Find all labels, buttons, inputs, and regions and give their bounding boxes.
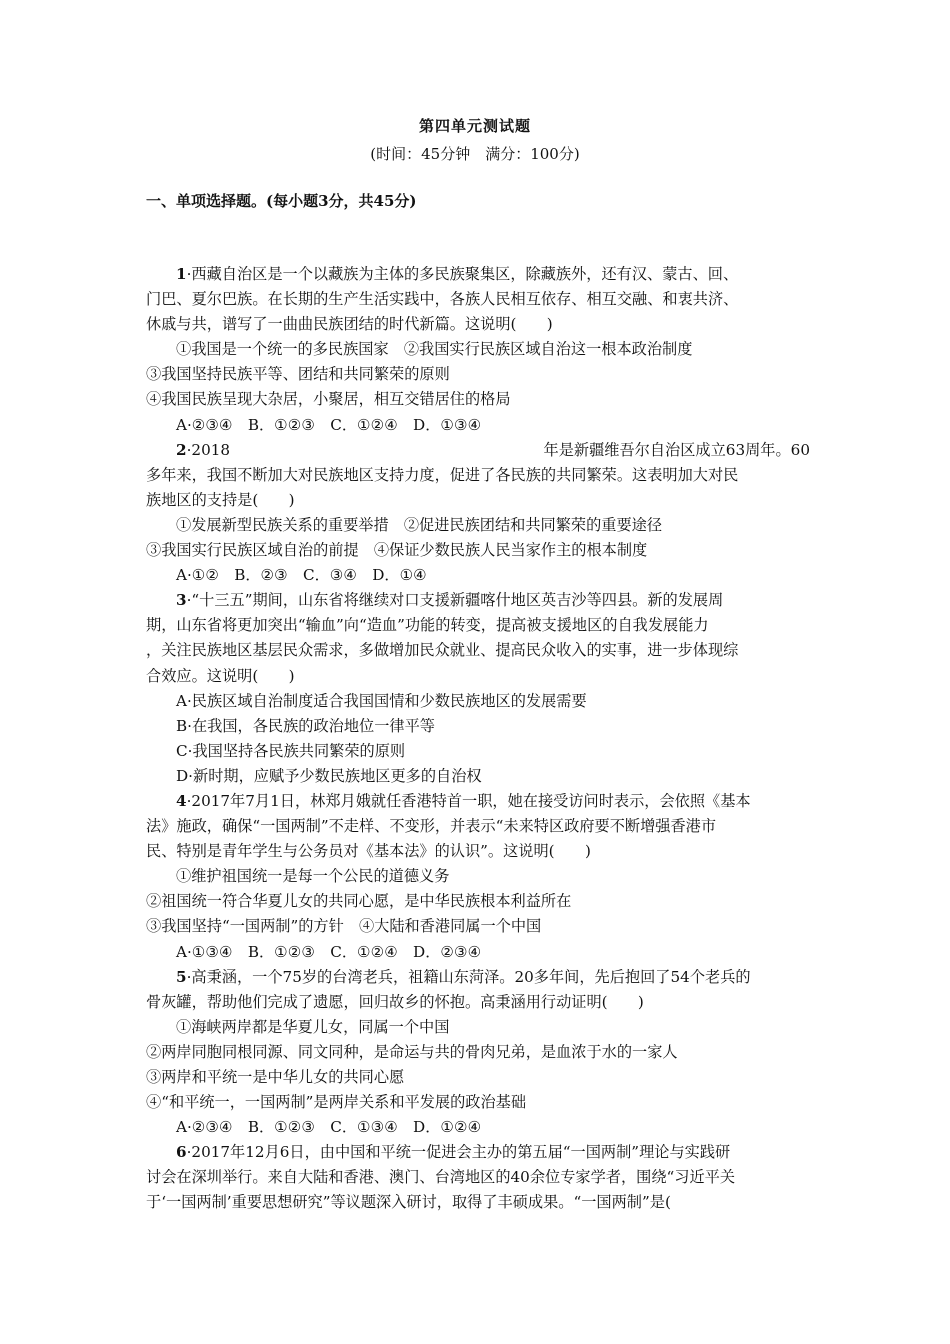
question-4-stem: 民、特别是青年学生与公务员对《基本法》的认识”。这说明( ): [146, 842, 591, 861]
question-3-option-b: B·在我国，各民族的政治地位一律平等: [176, 716, 435, 735]
question-number: 6: [176, 1143, 187, 1162]
question-list: [146, 262, 810, 1216]
question-6-stem: 讨会在深圳举行。来自大陆和香港、澳门、台湾地区的40余位专家学者，围绕“习近平关: [146, 1168, 736, 1187]
question-4-stem: 法》施政，确保“一国两制”不走样、不变形，并表示“未来特区政府要不断增强香港市: [146, 817, 717, 836]
question-3-option-d: D·新时期，应赋予少数民族地区更多的自治权: [176, 766, 482, 785]
question-5-stem: 骨灰罐，帮助他们完成了遗愿，回归故乡的怀抱。高秉涵用行动证明( ): [146, 992, 644, 1011]
question-4-options: A·①③④ B．①②③ C．①②④ D．②③④: [176, 942, 482, 961]
question-5-stem: 5·高秉涵，一个75岁的台湾老兵，祖籍山东菏泽。20多年间，先后抱回了54个老兵的: [176, 967, 751, 986]
question-3-stem: 合效应。这说明( ): [146, 666, 295, 685]
question-1-stem: 休戚与共，谱写了一曲曲民族团结的时代新篇。这说明( ): [146, 315, 553, 334]
question-1-stem: 1·西藏自治区是一个以藏族为主体的多民族聚集区，除藏族外，还有汉、蒙古、回、: [176, 265, 739, 283]
exam-info: (时间：45分钟 满分：100分): [370, 145, 580, 163]
question-4-stem: 4·2017年7月1日，林郑月娥就任香港特首一职，她在接受访问时表示，会依照《基本: [176, 791, 751, 810]
question-2-stem: 2·2018 年是新疆维吾尔自治区成立63周年。60: [176, 440, 810, 459]
question-5-options: A·②③④ B．①②③ C．①③④ D．①②④: [176, 1118, 482, 1137]
question-3-option-a: A·民族区域自治制度适合我国国情和少数民族地区的发展需要: [176, 691, 587, 710]
question-4-statement: ①维护祖国统一是每一个公民的道德义务: [176, 867, 450, 886]
question-number: 4: [176, 791, 187, 810]
question-5-statement: ③两岸和平统一是中华儿女的共同心愿: [146, 1068, 405, 1086]
question-3-option-c: C·我国坚持各民族共同繁荣的原则: [176, 741, 406, 760]
question-1-statement: ④我国民族呈现大杂居，小聚居，相互交错居住的格局: [146, 390, 511, 409]
question-3-stem: 3·“十三五”期间，山东省将继续对口支援新疆喀什地区英吉沙等四县。新的发展周: [176, 591, 724, 610]
question-2-stem: 族地区的支持是( ): [146, 490, 295, 509]
question-number: 3: [176, 591, 187, 610]
question-3-stem: 期，山东省将更加突出“输血”向“造血”功能的转变，提高被支援地区的自我发展能力: [146, 616, 709, 635]
question-6-stem: 于‘一国两制’重要思想研究”等议题深入研讨，取得了丰硕成果。“一国两制”是(: [146, 1193, 671, 1212]
question-1-statement: ③我国坚持民族平等、团结和共同繁荣的原则: [146, 365, 450, 384]
section-heading: 一、单项选择题。(每小题3分，共45分): [146, 192, 417, 210]
question-5-statement: ④“和平统一，一国两制”是两岸关系和平发展的政治基础: [146, 1093, 527, 1112]
question-1-statement: ①我国是一个统一的多民族国家 ②我国实行民族区域自治这一根本政治制度: [176, 340, 693, 359]
question-1-stem: 门巴、夏尔巴族。在长期的生产生活实践中，各族人民相互依存、相互交融、和衷共济、: [146, 290, 739, 309]
question-1-options: A·②③④ B．①②③ C．①②④ D．①③④: [176, 415, 482, 434]
question-2-stem: 多年来，我国不断加大对民族地区支持力度，促进了各民族的共同繁荣。这表明加大对民: [146, 465, 739, 484]
question-5-statement: ①海峡两岸都是华夏儿女，同属一个中国: [176, 1017, 450, 1036]
question-2-statement: ①发展新型民族关系的重要举措 ②促进民族团结和共同繁荣的重要途径: [176, 515, 662, 534]
question-4-statement: ③我国坚持“一国两制”的方针 ④大陆和香港同属一个中国: [146, 917, 542, 936]
question-4-statement: ②祖国统一符合华夏儿女的共同心愿，是中华民族根本利益所在: [146, 892, 572, 911]
question-5-statement: ②两岸同胞同根同源、同文同种，是命运与共的骨肉兄弟，是血浓于水的一家人: [146, 1042, 678, 1061]
question-number: 1: [176, 265, 187, 283]
question-3-stem: ，关注民族地区基层民众需求，多做增加民众就业、提高民众收入的实事，进一步体现综: [146, 641, 739, 660]
question-number: 2: [176, 440, 187, 459]
page-title: 第四单元测试题: [418, 117, 531, 135]
question-2-statement: ③我国实行民族区域自治的前提 ④保证少数民族人民当家作主的根本制度: [146, 541, 648, 560]
question-6-stem: 6·2017年12月6日，由中国和平统一促进会主办的第五届“一国两制”理论与实践研: [176, 1143, 731, 1162]
question-2-options: A·①② B．②③ C．③④ D．①④: [176, 566, 427, 585]
question-number: 5: [176, 967, 187, 986]
